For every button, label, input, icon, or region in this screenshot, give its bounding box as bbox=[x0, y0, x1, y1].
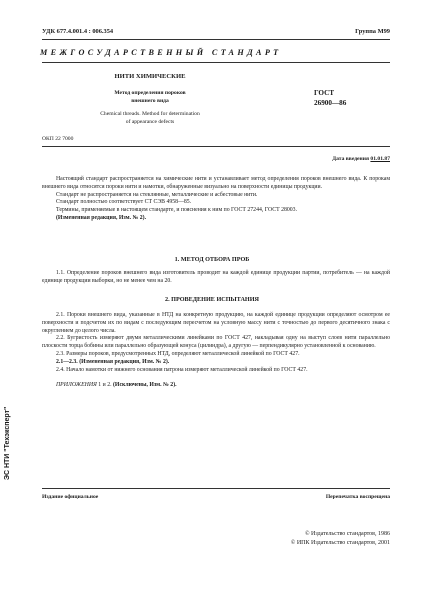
section-1-text bbox=[42, 270, 390, 286]
appendix-rest: 1 и 2. bbox=[96, 382, 113, 389]
clause-2-1: 2.1. Пороки внешнего вида, указанные в НТД на конкретную продукцию, на каждой единице продукции определяют осмотром ее поверхности и подсчетом их по видам с последующим пересчетом на условную массу нити с точностью до первого десятичного знака с округлением до целого числа. bbox=[42, 312, 390, 334]
clause-amendment-note: 2.1—2.3. (Измененная редакция, Изм. № 2). bbox=[56, 358, 170, 365]
section-2-heading: 2. ПРОВЕДЕНИЕ ИСПЫТАНИЯ bbox=[164, 296, 260, 303]
copyright-2001: © ИПК Издательство стандартов, 2001 bbox=[290, 540, 390, 546]
okp-divider bbox=[42, 146, 390, 147]
reprint-prohibited: Перепечатка воспрещена bbox=[325, 494, 390, 500]
appendix-excluded: (Исключены, Изм. № 2). bbox=[113, 382, 177, 389]
section-1-paragraph: 1.1. Определение пороков внешнего вида изготовитель проводит на каждой единице продукции партии, потребитель — на каждой единице продукции выборки, но не менее чем на 20. bbox=[42, 270, 390, 284]
english-title-line-2: of appearance defects bbox=[125, 119, 175, 125]
appendix-note bbox=[42, 382, 390, 390]
intro-paragraph-2: Стандарт не распространяется на стеклянные, металлические и асбестовые нити. bbox=[56, 191, 258, 198]
appendix-prefix: ПРИЛОЖЕНИЯ bbox=[56, 382, 97, 389]
gost-number: 26900—86 bbox=[314, 99, 347, 107]
okp-code: ОКП 22 7000 bbox=[42, 136, 74, 142]
group-code: Группа М99 bbox=[355, 28, 390, 35]
gost-label: ГОСТ bbox=[314, 89, 335, 97]
intro-date bbox=[332, 156, 390, 162]
copyright-block bbox=[291, 530, 390, 548]
clause-2-2: 2.2. Бугристость измеряют двумя металлическими линейками по ГОСТ 427, накладывая одну на выступ слоев нити параллельно плоскости торца бобины или параллельно образующей конуса (цилиндра), а другую — перпендикулярно установленной к основанию. bbox=[42, 335, 390, 350]
footer-divider bbox=[42, 488, 390, 489]
subtitle-line-1: Метод определения пороков bbox=[114, 90, 186, 96]
copyright-1986: © Издательство стандартов, 1986 bbox=[304, 531, 390, 537]
gost-designation bbox=[314, 88, 346, 108]
document-subtitle bbox=[0, 89, 300, 105]
intro-date-value: 01.01.87 bbox=[370, 156, 390, 162]
clause-2-3: 2.3. Размеры пороков, предусмотренных НТД, определяют металлической линейкой по ГОСТ 427. bbox=[56, 350, 300, 357]
document-title: НИТИ ХИМИЧЕСКИЕ bbox=[114, 73, 186, 80]
intro-paragraph-3: Стандарт полностью соответствует СТ СЭВ 4958—85. bbox=[56, 199, 192, 206]
subtitle-line-2: внешнего вида bbox=[131, 98, 169, 104]
intro-date-label: Дата введения bbox=[332, 156, 370, 162]
udk-code: УДК 677.4.001.4 : 006.354 bbox=[42, 28, 114, 35]
header-divider bbox=[42, 39, 390, 40]
intro-amendment-note: (Измененная редакция, Изм. № 2). bbox=[56, 214, 147, 221]
english-title-line-1: Chemical threads. Method for determination bbox=[100, 111, 200, 117]
banner-divider bbox=[42, 62, 390, 63]
intro-paragraph-1: Настоящий стандарт распространяется на химические нити и устанавливает метод определения пороков внешнего вида. К порокам внешнего вида относятся пороки нити и намотки, обнаруженные визуально на поверхности единицы продукции. bbox=[42, 176, 390, 190]
clause-2-4: 2.4. Начало намотки от нижнего основания патрона измеряют металлической линейкой по ГОСТ 427. bbox=[56, 366, 308, 373]
standard-banner: МЕЖГОСУДАРСТВЕННЫЙ СТАНДАРТ bbox=[40, 48, 282, 57]
side-watermark: ЭС НТИ "Техэксперт" bbox=[4, 406, 11, 480]
intro-text bbox=[42, 176, 390, 223]
section-2-text bbox=[42, 312, 390, 390]
official-edition: Издание официальное bbox=[42, 494, 99, 500]
section-1-heading: 1. МЕТОД ОТБОРА ПРОБ bbox=[174, 256, 250, 263]
intro-paragraph-4: Термины, применяемые в настоящем стандарте, и пояснения к ним по ГОСТ 27244, ГОСТ 28003. bbox=[56, 207, 298, 214]
english-title bbox=[0, 110, 300, 126]
